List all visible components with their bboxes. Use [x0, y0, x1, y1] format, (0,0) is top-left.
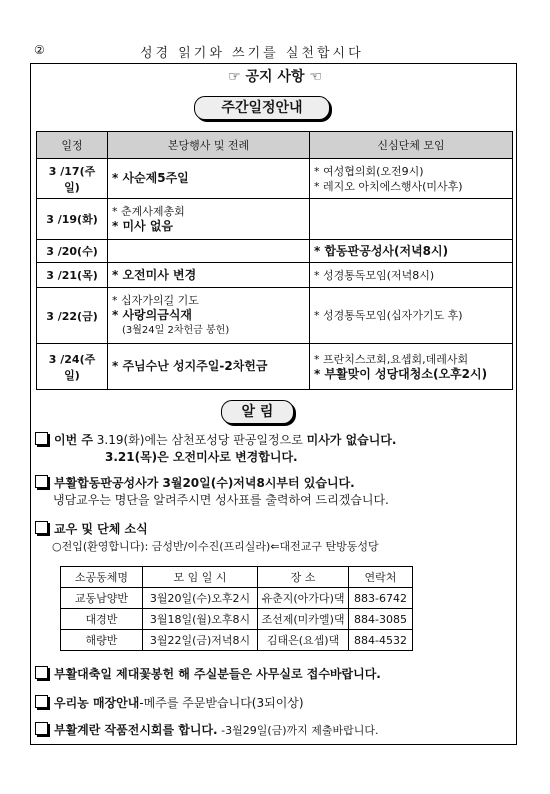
schedule-group-line: * 레지오 아치에스행사(미사후): [314, 179, 463, 193]
schedule-date: 3 /22(금): [37, 288, 108, 344]
schedule-date: 3 /21(목): [37, 263, 108, 288]
checkbox-icon: [35, 432, 48, 445]
weekly-schedule-table: [36, 131, 513, 390]
notices-title: 알 림: [221, 400, 294, 424]
notice-penance-sub: 냉담교우는 명단을 알려주시면 성사표를 출력하여 드리겠습니다.: [53, 493, 389, 507]
small-community-cell: 884-3085: [349, 609, 413, 630]
schedule-group-cell: [310, 288, 513, 344]
schedule-parish-line: * 사랑의금식재: [112, 308, 193, 322]
schedule-group-line: * 프란치스코회,요셉회,데레사회: [314, 352, 469, 366]
schedule-date: 3 /17(주일): [37, 159, 108, 199]
schedule-header-row: [37, 132, 513, 159]
col-header-datetime: 모 임 일 시: [143, 567, 258, 588]
notice-flowers: 부활대축일 제대꽃봉헌 해 주실분들은 사무실로 접수바랍니다.: [35, 665, 381, 682]
notice-market: 우리농 매장안내-메주를 주문받습니다(3되이상): [35, 694, 304, 711]
small-community-row: [61, 588, 413, 609]
schedule-group-line: * 여성협의회(오전9시): [314, 164, 424, 178]
notice-no-mass: 이번 주 3.19(화)에는 삼천포성당 판공일정으로 미사가 없습니다.: [35, 431, 397, 448]
schedule-parish-cell: [108, 240, 310, 263]
schedule-group-line: * 부활맞이 성당대청소(오후2시): [314, 366, 488, 381]
notice-penance: 부활합동판공성사가 3월20일(수)저녁8시부터 있습니다.: [35, 474, 355, 491]
small-community-cell: 3월18일(월)오후8시: [143, 609, 258, 630]
schedule-parish-line: (3월24일 2차헌금 봉헌): [122, 325, 230, 336]
small-community-row: [61, 609, 413, 630]
schedule-parish-line: * 미사 없음: [112, 219, 173, 233]
small-community-cell: 3월20일(수)오후2시: [143, 588, 258, 609]
schedule-parish-cell: [108, 159, 310, 199]
checkbox-icon: [35, 695, 48, 708]
notice-news: 교우 및 단체 소식: [35, 520, 148, 537]
schedule-group-line: * 성경통독모임(저녁8시): [314, 268, 435, 282]
schedule-parish-cell: [108, 199, 310, 240]
schedule-group-cell: [310, 344, 513, 390]
small-community-cell: 유춘지(아가다)댁: [258, 588, 349, 609]
schedule-group-cell: [310, 199, 513, 240]
small-community-cell: 884-4532: [349, 630, 413, 651]
schedule-date: 3 /19(화): [37, 199, 108, 240]
col-header-parish: 본당행사 및 전례: [108, 132, 310, 159]
small-community-cell: 883-6742: [349, 588, 413, 609]
checkbox-icon: [35, 521, 48, 534]
schedule-row: [37, 344, 513, 390]
notice-transfer-in: ○전입(환영합니다): 금성반/이수진(프리실라)⇐대전교구 탄방동성당: [52, 540, 379, 553]
checkbox-icon: [35, 722, 48, 735]
schedule-parish-cell: [108, 288, 310, 344]
schedule-row: [37, 199, 513, 240]
checkbox-icon: [35, 666, 48, 679]
schedule-date: 3 /24(주일): [37, 344, 108, 390]
schedule-row: [37, 159, 513, 199]
schedule-parish-cell: [108, 263, 310, 288]
col-header-group: 신심단체 모임: [310, 132, 513, 159]
checkbox-icon: [35, 475, 48, 488]
small-community-cell: 대경반: [61, 609, 143, 630]
schedule-parish-line: * 사순제5주일: [112, 171, 189, 185]
small-community-header-row: [61, 567, 413, 588]
notice-egg-exhibit: 부활계란 작품전시회를 합니다. -3월29일(금)까지 제출바랍니다.: [35, 721, 379, 738]
schedule-parish-line: * 춘계사제총회: [112, 205, 185, 218]
notice-title: ☞ 공지 사항 ☜: [228, 69, 322, 85]
small-community-row: [61, 630, 413, 651]
schedule-parish-line: * 십자가의길 기도: [112, 294, 199, 307]
page-number: ②: [34, 43, 45, 57]
schedule-group-line: * 성경통독모임(십자가기도 후): [314, 309, 463, 322]
col-header-community: 소공동체명: [61, 567, 143, 588]
running-head: 성경 읽기와 쓰기를 실천합시다: [140, 46, 364, 61]
schedule-group-cell: [310, 263, 513, 288]
schedule-group-line: * 합동판공성사(저녁8시): [314, 243, 449, 258]
schedule-row: [37, 263, 513, 288]
col-header-place: 장 소: [258, 567, 349, 588]
small-community-cell: 3월22일(금)저녁8시: [143, 630, 258, 651]
schedule-parish-cell: [108, 344, 310, 390]
col-header-date: 일정: [37, 132, 108, 159]
schedule-parish-line: * 주님수난 성지주일-2차헌금: [112, 359, 268, 373]
schedule-group-cell: [310, 159, 513, 199]
small-community-cell: 조선제(미카엘)댁: [258, 609, 349, 630]
schedule-row: [37, 240, 513, 263]
small-community-cell: 교동남양반: [61, 588, 143, 609]
col-header-contact: 연락처: [349, 567, 413, 588]
small-community-cell: 해량반: [61, 630, 143, 651]
schedule-parish-line: * 오전미사 변경: [112, 267, 197, 282]
weekly-schedule-title: 주간일정안내: [194, 96, 330, 120]
schedule-date: 3 /20(수): [37, 240, 108, 263]
notice-mass-change: 3.21(목)은 오전미사로 변경합니다.: [105, 450, 298, 464]
small-community-table: [60, 566, 413, 651]
schedule-row: [37, 288, 513, 344]
small-community-cell: 김태은(요셉)댁: [258, 630, 349, 651]
schedule-group-cell: [310, 240, 513, 263]
